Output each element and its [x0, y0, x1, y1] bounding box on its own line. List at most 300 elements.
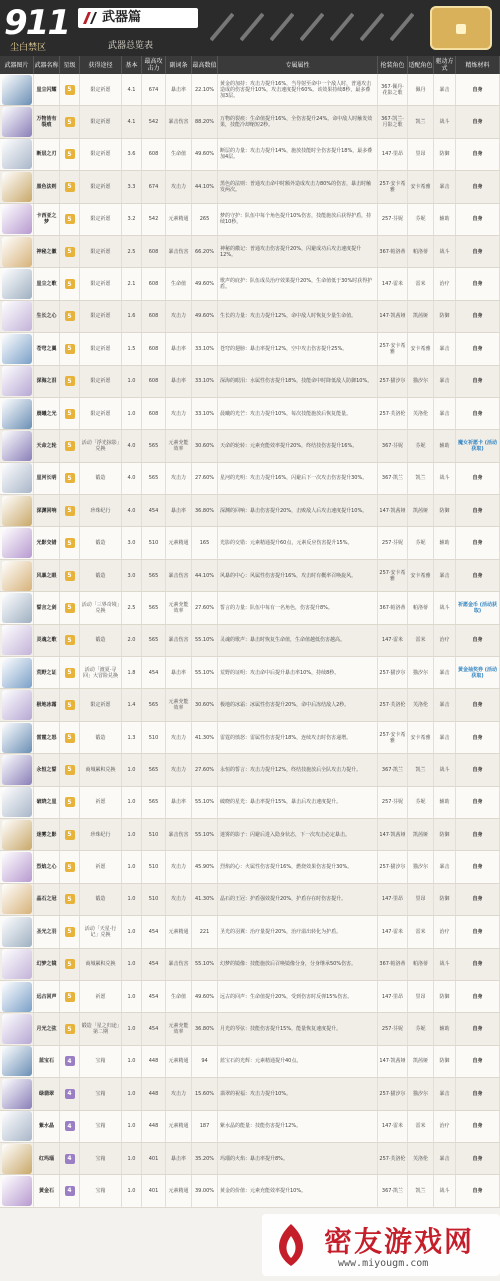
table-row	[0, 560, 500, 592]
cell-max: 55.10%	[192, 949, 218, 980]
cell-fit: 安卡希雅	[408, 333, 434, 364]
cell-char: 367·佩丹·花影之歌	[378, 74, 408, 105]
cell-sub: 攻击力	[166, 171, 192, 202]
gun-silhouette-icon	[210, 6, 234, 48]
cell-base: 1.0	[122, 1046, 142, 1077]
cell-atk: 401	[142, 1175, 166, 1206]
cell-base: 2.1	[122, 268, 142, 299]
cell-effect: 光影的交错：元素精通提升60点，元素反应伤害提升15%。	[218, 527, 378, 558]
cell-base: 3.0	[122, 527, 142, 558]
cell-mat: 自身	[456, 333, 500, 364]
star-rating	[60, 916, 80, 947]
cell-source: 祈愿	[80, 981, 122, 1012]
star-badge-icon: 5	[65, 538, 75, 548]
cell-char: 257·安卡希雅	[378, 560, 408, 591]
cell-mat: 自身	[456, 1046, 500, 1077]
star-rating	[60, 171, 80, 202]
column-header: 驱动方式	[434, 56, 456, 74]
cell-mat: 自身	[456, 74, 500, 105]
cell-mat: 自身	[456, 527, 500, 558]
cell-drive: 辅助	[434, 787, 456, 818]
weapon-thumbnail	[2, 172, 32, 202]
cell-fit: 里昂	[408, 139, 434, 170]
cell-max: 49.60%	[192, 301, 218, 332]
cell-fit: 芬妮	[408, 787, 434, 818]
cell-effect: 深海的眼泪：水属性伤害提升18%，技能命中时降低敌人防御10%。	[218, 366, 378, 397]
cell-fit: 里昂	[408, 981, 434, 1012]
cell-effect: 黑色的法则：普通攻击命中时额外造成攻击力80%的伤害，暴击时触发两次。	[218, 171, 378, 202]
cell-source: 限定祈愿	[80, 74, 122, 105]
cell-name: 万物皆有裂痕	[34, 106, 60, 137]
weapon-thumbnail	[2, 1111, 32, 1141]
cell-char: 147·雷米	[378, 268, 408, 299]
cell-char: 147·雷米	[378, 916, 408, 947]
table-row	[0, 463, 500, 495]
cell-base: 4.0	[122, 430, 142, 461]
cell-sub: 生命值	[166, 981, 192, 1012]
table-row	[0, 204, 500, 236]
cell-char: 367·帕洛蒂	[378, 236, 408, 267]
weapon-image-cell	[0, 916, 34, 947]
cell-atk: 454	[142, 981, 166, 1012]
cell-source: 限定祈愿	[80, 398, 122, 429]
cell-source: 商城累积兑换	[80, 754, 122, 785]
star-rating	[60, 625, 80, 656]
cell-sub: 元素精通	[166, 204, 192, 235]
weapon-image-cell	[0, 625, 34, 656]
cell-name: 天命之轮	[34, 430, 60, 461]
table-row	[0, 1078, 500, 1110]
table-row	[0, 949, 500, 981]
cell-base: 1.0	[122, 1143, 142, 1174]
table-row	[0, 366, 500, 398]
weapon-image-cell	[0, 268, 34, 299]
cell-fit: 安卡希雅	[408, 722, 434, 753]
gun-silhouette-icon	[240, 6, 264, 48]
cell-base: 1.0	[122, 949, 142, 980]
cell-max: 221	[192, 916, 218, 947]
cell-char: 147·凯茜娅	[378, 301, 408, 332]
cell-mat: 自身	[456, 268, 500, 299]
cell-source: 锻造	[80, 722, 122, 753]
weapon-thumbnail	[2, 852, 32, 882]
cell-effect: 破晓的星光：暴击率提升15%，暴击后攻击速度提升。	[218, 787, 378, 818]
cell-sub: 元素精通	[166, 1175, 192, 1206]
cell-source: 活动「天星·行记」兑换	[80, 916, 122, 947]
cell-base: 2.0	[122, 625, 142, 656]
cell-max: 33.10%	[192, 366, 218, 397]
cell-base: 1.8	[122, 657, 142, 688]
cell-source: 限定祈愿	[80, 333, 122, 364]
cell-source: 限定祈愿	[80, 171, 122, 202]
weapon-image-cell	[0, 171, 34, 202]
table-row	[0, 657, 500, 689]
cell-name: 神秘之徽	[34, 236, 60, 267]
cell-effect: 歌声的庇护：队伍成员治疗效果提升20%，生命值低于30%时获得护盾。	[218, 268, 378, 299]
cell-source: 锻造	[80, 560, 122, 591]
cell-sub: 攻击力	[166, 851, 192, 882]
cell-max: 165	[192, 527, 218, 558]
cell-char: 257·猫汐尔	[378, 366, 408, 397]
cell-base: 3.0	[122, 560, 142, 591]
cell-fit: 雷米	[408, 625, 434, 656]
cell-fit: 帕洛蒂	[408, 949, 434, 980]
weapon-thumbnail	[2, 107, 32, 137]
cell-sub: 攻击力	[166, 722, 192, 753]
watermark-text: 密友游戏网	[324, 1225, 475, 1258]
cell-mat: 自身	[456, 171, 500, 202]
cell-sub: 暴击伤害	[166, 560, 192, 591]
star-rating	[60, 851, 80, 882]
star-badge-icon: 5	[65, 959, 75, 969]
cell-drive: 暴击	[434, 657, 456, 688]
cell-effect: 断层的力量：攻击力提升14%，施放技能时全伤害提升18%，最多叠加4层。	[218, 139, 378, 170]
cell-source: 限定祈愿	[80, 268, 122, 299]
cell-drive: 暴击	[434, 333, 456, 364]
cell-effect: 雷霆的愤怒：雷属性伤害提升18%，连续攻击时伤害递增。	[218, 722, 378, 753]
gun-silhouette-icon	[390, 6, 414, 48]
weapon-thumbnail	[2, 884, 32, 914]
column-header: 副词条	[166, 56, 192, 74]
weapon-thumbnail	[2, 334, 32, 364]
cell-effect: 圣光的羽翼：治疗量提升20%，治疗溢出转化为护盾。	[218, 916, 378, 947]
star-badge-icon: 5	[65, 149, 75, 159]
column-header: 获得途径	[80, 56, 122, 74]
cell-atk: 542	[142, 204, 166, 235]
cell-atk: 608	[142, 301, 166, 332]
cell-char: 257·芙洛伦	[378, 1143, 408, 1174]
cell-base: 2.5	[122, 236, 142, 267]
cell-char: 367·凯兰	[378, 754, 408, 785]
cell-name: 月光之弦	[34, 1013, 60, 1044]
cell-mat: 自身	[456, 236, 500, 267]
star-rating	[60, 981, 80, 1012]
cell-base: 4.1	[122, 74, 142, 105]
cell-mat: 自身	[456, 398, 500, 429]
star-rating	[60, 398, 80, 429]
weapon-thumbnail	[2, 1046, 32, 1076]
cell-sub: 攻击力	[166, 754, 192, 785]
star-rating	[60, 657, 80, 688]
table-row	[0, 268, 500, 300]
cell-char: 367·凯兰·月影之歌	[378, 106, 408, 137]
cell-sub: 元素精通	[166, 1111, 192, 1142]
cell-drive: 暴击	[434, 171, 456, 202]
cell-name: 断层之刃	[34, 139, 60, 170]
cell-atk: 448	[142, 1046, 166, 1077]
star-badge-icon: 4	[65, 1186, 75, 1196]
cell-sub: 暴击伤害	[166, 819, 192, 850]
cell-drive: 战斗	[434, 1175, 456, 1206]
cell-sub: 元素精通	[166, 916, 192, 947]
cell-source: 限定祈愿	[80, 139, 122, 170]
cell-mat: 自身	[456, 949, 500, 980]
cell-max: 55.10%	[192, 625, 218, 656]
cell-effect: 黄金的加持：攻击力提升16%，当导射至命中一个敌人时，普通攻击造成的伤害提升10%，攻击速度提升60%。该效果持续8秒，最多叠加3层。	[218, 74, 378, 105]
cell-name: 破晓之星	[34, 787, 60, 818]
cell-fit: 芬妮	[408, 430, 434, 461]
table-row	[0, 851, 500, 883]
site-watermark	[262, 1214, 500, 1276]
weapon-thumbnail	[2, 982, 32, 1012]
cell-drive: 战斗	[434, 236, 456, 267]
weapon-thumbnail	[2, 658, 32, 688]
cell-source: 锻造	[80, 625, 122, 656]
cell-name: 星尘之歌	[34, 268, 60, 299]
cell-drive: 暴击	[434, 366, 456, 397]
cell-effect: 幻梦的镜像：技能施放后召唤镜像分身，分身继承50%伤害。	[218, 949, 378, 980]
star-badge-icon: 5	[65, 311, 75, 321]
column-header: 精炼材料	[456, 56, 500, 74]
cell-source: 锻造	[80, 463, 122, 494]
cell-sub: 元素精通	[166, 1046, 192, 1077]
star-badge-icon: 5	[65, 344, 75, 354]
weapon-thumbnail	[2, 301, 32, 331]
star-rating	[60, 1013, 80, 1044]
cell-effect: 月光的琴弦：技能伤害提升15%，能量恢复速度提升。	[218, 1013, 378, 1044]
cell-atk: 565	[142, 463, 166, 494]
cell-sub: 元素充能效率	[166, 592, 192, 623]
cell-fit: 帕洛蒂	[408, 236, 434, 267]
column-header: 武器图片	[0, 56, 34, 74]
cell-atk: 674	[142, 74, 166, 105]
cell-source: 锻造	[80, 527, 122, 558]
star-rating	[60, 463, 80, 494]
cell-source: 限定祈愿	[80, 106, 122, 137]
star-rating	[60, 430, 80, 461]
cell-source: 限定祈愿	[80, 366, 122, 397]
weapon-thumbnail	[2, 399, 32, 429]
cell-atk: 510	[142, 819, 166, 850]
cell-drive: 战斗	[434, 106, 456, 137]
cell-atk: 510	[142, 884, 166, 915]
cell-fit: 凯茜娅	[408, 819, 434, 850]
cell-drive: 暴击	[434, 722, 456, 753]
column-header: 专属属性	[218, 56, 378, 74]
cell-source: 珍珠纪行	[80, 495, 122, 526]
weapon-thumbnail	[2, 690, 32, 720]
cell-fit: 芙洛伦	[408, 689, 434, 720]
cell-char: 367·凯兰	[378, 1175, 408, 1206]
cell-atk: 454	[142, 949, 166, 980]
page-header	[0, 0, 500, 56]
cell-atk: 448	[142, 1111, 166, 1142]
cell-name: 风暴之眼	[34, 560, 60, 591]
cell-char: 367·帕洛蒂	[378, 592, 408, 623]
weapon-image-cell	[0, 1046, 34, 1077]
star-badge-icon: 5	[65, 668, 75, 678]
cell-max: 36.80%	[192, 1013, 218, 1044]
weapon-thumbnail	[2, 528, 32, 558]
cell-atk: 674	[142, 171, 166, 202]
weapon-image-cell	[0, 204, 34, 235]
cell-mat: 自身	[456, 495, 500, 526]
star-rating	[60, 754, 80, 785]
cell-base: 3.3	[122, 171, 142, 202]
cell-atk: 565	[142, 592, 166, 623]
cell-fit: 猫汐尔	[408, 366, 434, 397]
cell-sub: 生命值	[166, 139, 192, 170]
cell-name: 苍穹之翼	[34, 333, 60, 364]
cell-drive: 战斗	[434, 592, 456, 623]
cell-effect: 灵魂的歌声：暴击时恢复生命值，生命值越低伤害越高。	[218, 625, 378, 656]
cell-base: 1.4	[122, 689, 142, 720]
cell-name: 生长之心	[34, 301, 60, 332]
star-rating	[60, 1143, 80, 1174]
cell-fit: 雷米	[408, 916, 434, 947]
table-row	[0, 884, 500, 916]
weapon-image-cell	[0, 74, 34, 105]
star-rating	[60, 787, 80, 818]
star-badge-icon: 5	[65, 247, 75, 257]
cell-fit: 凯茜娅	[408, 1046, 434, 1077]
cell-mat: 祈愿金币 (活动获取)	[456, 592, 500, 623]
column-header: 最高攻击力	[142, 56, 166, 74]
cell-max: 36.80%	[192, 495, 218, 526]
cell-sub: 元素充能效率	[166, 430, 192, 461]
cell-mat: 黄金抽奖券 (活动获取)	[456, 657, 500, 688]
table-header	[0, 56, 500, 74]
cell-max: 187	[192, 1111, 218, 1142]
cell-atk: 565	[142, 787, 166, 818]
star-rating	[60, 204, 80, 235]
cell-effect: 翡翠的祝福：攻击力提升10%。	[218, 1078, 378, 1109]
table-row	[0, 430, 500, 462]
cell-source: 宝箱	[80, 1078, 122, 1109]
cell-effect: 生长的力量：攻击力提升12%，命中敌人时恢复少量生命值。	[218, 301, 378, 332]
cell-name: 圣光之羽	[34, 916, 60, 947]
cell-effect: 晶石的王冠：护盾强效提升20%，护盾存在时伤害提升。	[218, 884, 378, 915]
cell-fit: 凯茜娅	[408, 495, 434, 526]
table-row	[0, 236, 500, 268]
weapon-thumbnail	[2, 1014, 32, 1044]
weapon-image-cell	[0, 1175, 34, 1206]
cell-char: 257·猫汐尔	[378, 851, 408, 882]
cell-source: 商城累积兑换	[80, 949, 122, 980]
cell-name: 迷雾之影	[34, 819, 60, 850]
cell-base: 1.6	[122, 301, 142, 332]
weapon-thumbnail	[2, 139, 32, 169]
weapon-image-cell	[0, 1078, 34, 1109]
table-row	[0, 916, 500, 948]
cell-name: 荒野之证	[34, 657, 60, 688]
cell-name: 卡西亚之梦	[34, 204, 60, 235]
cell-mat: 自身	[456, 1175, 500, 1206]
cell-effect: 永恒的誓言：攻击力提升12%，终结技施放后全队攻击力提升。	[218, 754, 378, 785]
cell-name: 永恒之誓	[34, 754, 60, 785]
cell-fit: 芙洛伦	[408, 398, 434, 429]
cell-effect: 荒野的证明：攻击命中后提升暴击率10%，持续8秒。	[218, 657, 378, 688]
cell-atk: 510	[142, 851, 166, 882]
cell-max: 44.10%	[192, 171, 218, 202]
star-badge-icon: 5	[65, 927, 75, 937]
cell-atk: 454	[142, 495, 166, 526]
cell-effect: 星河的光明：攻击力提升16%，闪避后下一次攻击伤害提升30%。	[218, 463, 378, 494]
cell-mat: 自身	[456, 722, 500, 753]
cell-name: 黑色法则	[34, 171, 60, 202]
game-logo	[2, 4, 74, 54]
cell-effect: 梦的守护：队伍中每个角色提升10%伤害，技能施放后获得护盾，持续10秒。	[218, 204, 378, 235]
cell-source: 限定祈愿	[80, 236, 122, 267]
star-rating	[60, 301, 80, 332]
cell-sub: 元素充能效率	[166, 689, 192, 720]
page-subtitle: 武器总览表	[108, 41, 154, 51]
cell-base: 1.0	[122, 819, 142, 850]
cell-drive: 防御	[434, 139, 456, 170]
column-header: 基本	[122, 56, 142, 74]
star-rating	[60, 560, 80, 591]
cell-atk: 608	[142, 139, 166, 170]
weapon-thumbnail	[2, 1144, 32, 1174]
table-row	[0, 139, 500, 171]
star-rating	[60, 1078, 80, 1109]
weapon-image-cell	[0, 236, 34, 267]
star-rating	[60, 268, 80, 299]
cell-mat: 自身	[456, 787, 500, 818]
star-badge-icon: 4	[65, 1089, 75, 1099]
cell-fit: 安卡希雅	[408, 171, 434, 202]
weapon-thumbnail	[2, 561, 32, 591]
cell-sub: 暴击率	[166, 657, 192, 688]
cell-max: 88.20%	[192, 106, 218, 137]
cell-name: 极地冰霜	[34, 689, 60, 720]
cell-base: 1.0	[122, 398, 142, 429]
cell-sub: 攻击力	[166, 463, 192, 494]
cell-atk: 608	[142, 268, 166, 299]
cell-drive: 防御	[434, 981, 456, 1012]
weapon-image-cell	[0, 689, 34, 720]
cell-drive: 暴击	[434, 398, 456, 429]
cell-atk: 401	[142, 1143, 166, 1174]
cell-max: 27.60%	[192, 754, 218, 785]
star-badge-icon: 5	[65, 441, 75, 451]
star-rating	[60, 722, 80, 753]
table-row	[0, 301, 500, 333]
weapon-thumbnail	[2, 496, 32, 526]
cell-sub: 攻击力	[166, 1078, 192, 1109]
cell-name: 雷霆之怒	[34, 722, 60, 753]
cell-drive: 防御	[434, 884, 456, 915]
star-badge-icon: 5	[65, 733, 75, 743]
cell-char: 257·猫汐尔	[378, 657, 408, 688]
weapon-image-cell	[0, 722, 34, 753]
weapon-image-cell	[0, 495, 34, 526]
table-row	[0, 1046, 500, 1078]
cell-max: 49.60%	[192, 981, 218, 1012]
table-row	[0, 74, 500, 106]
column-header: 抢装角色	[378, 56, 408, 74]
cell-max: 41.30%	[192, 884, 218, 915]
star-rating	[60, 527, 80, 558]
cell-char: 147·里昂	[378, 139, 408, 170]
cell-name: 灵魂之歌	[34, 625, 60, 656]
cell-effect: 迷雾的影子：闪避后进入隐身状态，下一次攻击必定暴击。	[218, 819, 378, 850]
cell-fit: 芬妮	[408, 527, 434, 558]
star-badge-icon: 5	[65, 409, 75, 419]
star-badge-icon: 5	[65, 635, 75, 645]
star-badge-icon: 4	[65, 1056, 75, 1066]
weapon-image-cell	[0, 884, 34, 915]
weapon-thumbnail	[2, 949, 32, 979]
cell-drive: 暴击	[434, 74, 456, 105]
cell-char: 257·芙洛伦	[378, 398, 408, 429]
weapon-image-cell	[0, 527, 34, 558]
cell-source: 宝箱	[80, 1143, 122, 1174]
table-row	[0, 819, 500, 851]
cell-base: 1.0	[122, 366, 142, 397]
cell-drive: 治疗	[434, 268, 456, 299]
weapon-thumbnail	[2, 593, 32, 623]
